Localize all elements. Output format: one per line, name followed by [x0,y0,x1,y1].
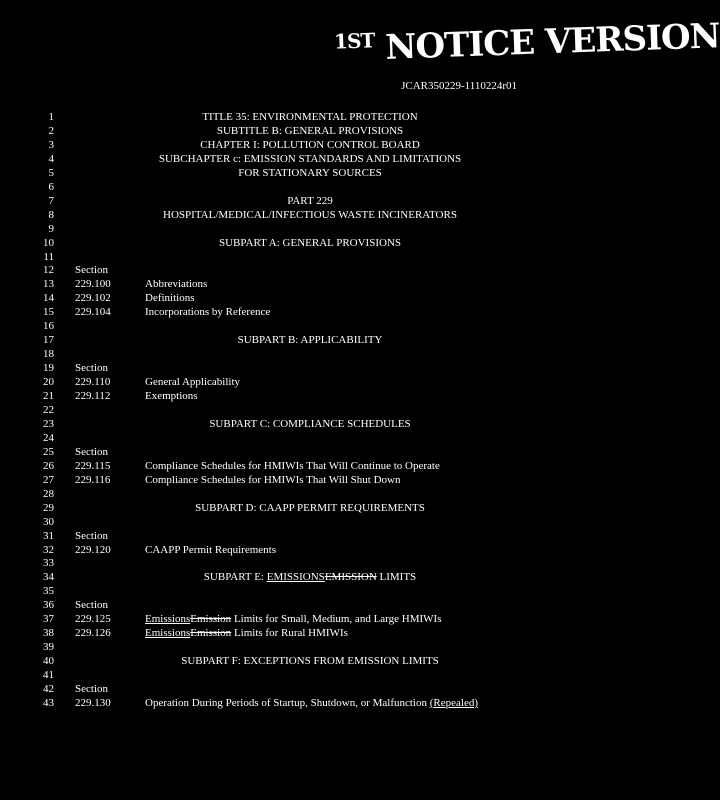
line-number: 14 [43,292,54,305]
line-number: 13 [43,278,54,291]
deleted-text: EMISSION [324,571,377,584]
section-number: 229.115 [75,459,111,472]
line-number: 39 [43,641,54,654]
section-number: 229.120 [75,543,111,556]
section-label: Section [75,362,108,375]
line-number: 32 [43,543,54,556]
section-title: General Applicability [145,376,240,389]
doc-line [0,305,617,319]
doc-line [0,584,617,598]
section-number: 229.130 [75,696,111,709]
section-number: 229.125 [75,613,111,626]
subpart-c-heading: SUBPART C: COMPLIANCE SCHEDULES [209,417,411,430]
doc-line [0,417,617,431]
doc-line [0,110,617,124]
section-number: 229.110 [75,376,111,389]
section-title: CAAPP Permit Requirements [145,543,276,556]
line-number: 19 [43,362,54,375]
line-number: 18 [43,348,54,361]
line-number: 3 [48,138,54,151]
doc-line [0,263,617,277]
section-number: 229.100 [75,278,111,291]
subpart-a-heading: SUBPART A: GENERAL PROVISIONS [219,236,401,249]
doc-line [0,529,617,543]
inserted-text: Emissions [145,627,191,640]
line-number: 37 [43,613,54,626]
doc-line [0,612,617,626]
doc-line [0,250,617,264]
section-title: Compliance Schedules for HMIWIs That Will Shut Down [145,473,401,486]
line-number: 27 [43,473,54,486]
line-number: 24 [43,431,54,444]
doc-line [0,543,617,557]
doc-line [0,682,617,696]
subpart-f-heading: SUBPART F: EXCEPTIONS FROM EMISSION LIMITS [181,655,439,667]
doc-line [0,291,617,305]
part-name-heading: HOSPITAL/MEDICAL/INFECTIOUS WASTE INCINERATORS [163,208,457,221]
section-title: EmissionsEmission Limits for Rural HMIWIs [145,627,348,640]
line-number: 41 [43,669,54,681]
line-number: 1 [48,111,54,123]
section-title: Incorporations by Reference [145,306,271,319]
section-title: Definitions [145,292,195,305]
doc-line [0,277,617,291]
doc-line [0,696,617,710]
doc-line [0,403,617,417]
doc-line [0,208,617,222]
section-label: Section [75,599,108,612]
line-number: 12 [43,264,54,277]
line-number: 15 [43,306,54,319]
section-label: Section [75,264,108,277]
doc-line [0,598,617,612]
doc-line [0,222,617,236]
subpart-b-heading: SUBPART B: APPLICABILITY [237,334,383,347]
doc-line [0,556,617,570]
deleted-text: Emission [190,613,232,626]
doc-line [0,501,617,515]
line-number: 11 [43,250,54,263]
section-number: 229.102 [75,292,111,305]
subchapter-heading-cont: FOR STATIONARY SOURCES [238,166,382,179]
notice-stamp: $^{1ST}$ NOTICE VERSION [333,16,720,69]
title-heading: TITLE 35: ENVIRONMENTAL PROTECTION [202,111,418,123]
section-title: Operation During Periods of Startup, Shutdown, or Malfunction (Repealed) [145,696,478,709]
doc-line [0,319,617,333]
line-number: 2 [48,125,54,137]
line-number: 6 [48,180,54,193]
line-number: 5 [48,166,54,179]
line-number: 30 [43,515,54,528]
chapter-heading: CHAPTER I: POLLUTION CONTROL BOARD [200,138,420,151]
doc-line [0,333,617,347]
line-number: 25 [43,445,54,458]
doc-line [0,194,617,208]
doc-line [0,473,617,487]
line-number: 21 [43,390,54,402]
line-number: 8 [48,208,54,221]
doc-line [0,347,617,361]
doc-line [0,180,617,194]
line-number: 35 [43,585,54,598]
line-number: 26 [43,459,54,472]
section-label: Section [75,445,108,458]
deleted-text: Emission [190,627,232,640]
part-heading: PART 229 [287,194,333,207]
line-number: 31 [43,529,54,542]
section-number: 229.126 [75,627,111,640]
doc-line [0,361,617,375]
inserted-text: (Repealed) [429,696,478,709]
doc-line [0,375,617,389]
doc-line [0,626,617,640]
doc-line [0,487,617,501]
doc-line [0,389,617,403]
section-title: Exemptions [145,390,198,402]
doc-line [0,515,617,529]
line-number: 36 [43,599,54,612]
line-number: 34 [43,571,54,584]
subpart-e-heading: SUBPART E: EMISSIONSEMISSION LIMITS [203,571,417,584]
line-number: 17 [43,334,54,347]
doc-line [0,668,617,682]
document-id: JCAR350229-1110224r01 [401,80,517,92]
line-number: 10 [43,236,54,249]
section-label: Section [75,682,108,695]
line-number: 23 [43,417,54,430]
section-number: 229.112 [75,390,111,402]
doc-line [0,138,617,152]
line-number: 43 [43,696,54,709]
section-label: Section [75,529,108,542]
line-number: 4 [48,152,54,165]
doc-line [0,431,617,445]
inserted-text: Emissions [145,613,191,626]
subpart-d-heading: SUBPART D: CAAPP PERMIT REQUIREMENTS [195,501,425,514]
section-number: 229.104 [75,306,111,319]
section-title: Compliance Schedules for HMIWIs That Will Continue to Operate [145,459,440,472]
line-number: 7 [48,194,54,207]
line-number: 20 [43,376,54,389]
line-number: 9 [48,222,54,235]
doc-line [0,654,617,668]
line-number: 16 [43,320,54,333]
line-number: 38 [43,627,54,640]
section-title: Abbreviations [145,278,208,291]
subtitle-heading: SUBTITLE B: GENERAL PROVISIONS [216,125,404,137]
subchapter-heading: SUBCHAPTER c: EMISSION STANDARDS AND LIMITATIONS [158,152,462,165]
line-number: 28 [43,487,54,500]
line-number: 33 [43,557,54,570]
line-number: 42 [43,682,54,695]
doc-line [0,570,617,584]
inserted-text: EMISSIONS [266,571,325,584]
line-number: 40 [43,655,54,667]
doc-line [0,640,617,654]
doc-line [0,445,617,459]
doc-line [0,124,617,138]
doc-line [0,152,617,166]
line-number: 29 [43,501,54,514]
line-number: 22 [43,403,54,416]
section-number: 229.116 [75,473,111,486]
doc-line [0,236,617,250]
doc-line [0,459,617,473]
doc-line [0,166,617,180]
section-title: EmissionsEmission Limits for Small, Medium, and Large HMIWIs [145,613,442,626]
